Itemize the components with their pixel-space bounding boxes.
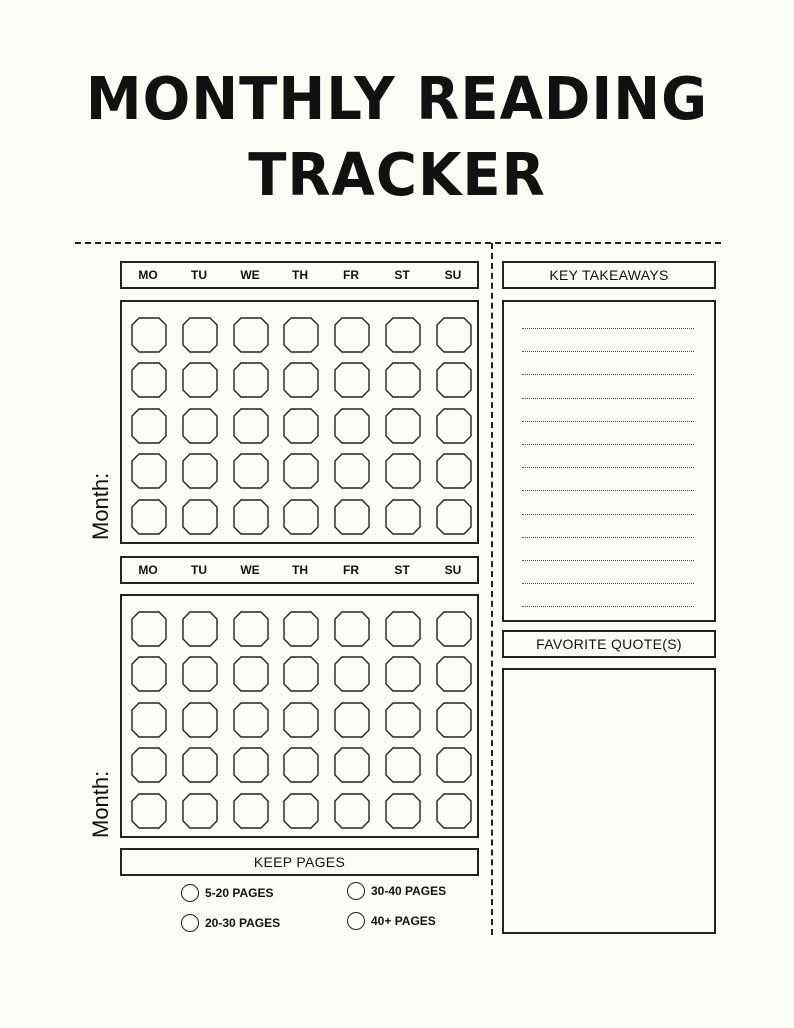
day-cell[interactable] (385, 362, 421, 398)
keep-pages-label: KEEP PAGES (253, 854, 346, 870)
favorite-quotes-box[interactable] (502, 668, 716, 934)
day-cell[interactable] (334, 747, 370, 783)
day-cell[interactable] (182, 702, 218, 738)
takeaway-line[interactable] (522, 514, 694, 515)
day-cell[interactable] (436, 408, 472, 444)
takeaway-line[interactable] (522, 490, 694, 491)
day-cell[interactable] (233, 793, 269, 829)
day-cell[interactable] (131, 702, 167, 738)
weekday-header-2 (120, 556, 479, 584)
day-cell[interactable] (182, 408, 218, 444)
day-cell[interactable] (131, 656, 167, 692)
weekday-label-th: TH (292, 268, 308, 282)
weekday-label-we: WE (240, 563, 260, 577)
day-cell[interactable] (334, 499, 370, 535)
day-cell[interactable] (334, 453, 370, 489)
day-cell[interactable] (334, 656, 370, 692)
day-cell[interactable] (436, 656, 472, 692)
day-cell[interactable] (283, 747, 319, 783)
day-cell[interactable] (283, 656, 319, 692)
day-cell[interactable] (182, 317, 218, 353)
day-cell[interactable] (436, 747, 472, 783)
weekday-label-su: SU (444, 268, 462, 282)
takeaway-line[interactable] (522, 583, 694, 584)
day-cell[interactable] (283, 408, 319, 444)
day-cell[interactable] (385, 453, 421, 489)
day-cell[interactable] (436, 702, 472, 738)
day-cell[interactable] (233, 499, 269, 535)
option-label: 5-20 PAGES (205, 886, 274, 900)
day-cell[interactable] (233, 656, 269, 692)
day-cell[interactable] (182, 747, 218, 783)
horizontal-dashed-divider (75, 242, 721, 244)
day-cell[interactable] (283, 793, 319, 829)
keep-pages-header (120, 848, 479, 876)
day-cell[interactable] (283, 702, 319, 738)
day-cell[interactable] (233, 747, 269, 783)
takeaway-line[interactable] (522, 374, 694, 375)
radio-circle-icon[interactable] (181, 914, 199, 932)
vertical-dashed-divider (491, 243, 493, 935)
page-title-line-2: TRACKER (248, 141, 546, 210)
day-cell[interactable] (334, 702, 370, 738)
takeaway-line[interactable] (522, 606, 694, 607)
key-takeaways-label: KEY TAKEAWAYS (549, 267, 669, 283)
day-cell[interactable] (283, 362, 319, 398)
day-cell[interactable] (436, 453, 472, 489)
day-cell[interactable] (385, 747, 421, 783)
day-cell[interactable] (233, 611, 269, 647)
day-cell[interactable] (334, 317, 370, 353)
day-cell[interactable] (182, 453, 218, 489)
day-cell[interactable] (436, 362, 472, 398)
day-cell[interactable] (182, 793, 218, 829)
day-cell[interactable] (233, 408, 269, 444)
day-cell[interactable] (131, 317, 167, 353)
radio-circle-icon[interactable] (347, 882, 365, 900)
day-cell[interactable] (385, 656, 421, 692)
day-cell[interactable] (334, 611, 370, 647)
day-cell[interactable] (182, 611, 218, 647)
option-40-plus-pages[interactable] (347, 912, 436, 930)
day-cell[interactable] (385, 702, 421, 738)
day-cell[interactable] (385, 499, 421, 535)
weekday-label-tu: TU (191, 563, 207, 577)
weekday-label-fr: FR (343, 268, 359, 282)
day-cell[interactable] (182, 656, 218, 692)
day-cell[interactable] (334, 793, 370, 829)
weekday-label-mo: MO (138, 268, 158, 282)
takeaway-line[interactable] (522, 398, 694, 399)
weekday-label-th: TH (292, 563, 308, 577)
day-cell[interactable] (182, 499, 218, 535)
option-20-30-pages[interactable] (181, 914, 280, 932)
day-cell[interactable] (283, 317, 319, 353)
weekday-header-1 (120, 261, 479, 289)
calendar-grid-2 (120, 594, 479, 838)
takeaway-line[interactable] (522, 560, 694, 561)
day-cell[interactable] (233, 702, 269, 738)
option-label: 30-40 PAGES (371, 884, 447, 898)
day-cell[interactable] (131, 362, 167, 398)
day-cell[interactable] (131, 793, 167, 829)
day-cell[interactable] (334, 408, 370, 444)
day-cell[interactable] (436, 793, 472, 829)
weekday-label-st: ST (394, 563, 410, 577)
day-cell[interactable] (131, 611, 167, 647)
key-takeaways-box[interactable] (502, 300, 716, 622)
weekday-label-we: WE (240, 268, 260, 282)
day-cell[interactable] (283, 453, 319, 489)
day-cell[interactable] (283, 499, 319, 535)
weekday-label-fr: FR (343, 563, 359, 577)
takeaway-line[interactable] (522, 421, 694, 422)
option-5-20-pages[interactable] (181, 884, 273, 902)
day-cell[interactable] (385, 611, 421, 647)
option-label: 40+ PAGES (371, 914, 436, 928)
day-cell[interactable] (385, 408, 421, 444)
option-label: 20-30 PAGES (205, 916, 281, 930)
day-cell[interactable] (233, 453, 269, 489)
weekday-label-tu: TU (191, 268, 207, 282)
favorite-quotes-label: FAVORITE QUOTE(S) (536, 636, 682, 652)
takeaway-line[interactable] (522, 351, 694, 352)
day-cell[interactable] (131, 408, 167, 444)
page-title-line-1: MONTHLY READING (85, 65, 709, 134)
day-cell[interactable] (436, 317, 472, 353)
day-cell[interactable] (334, 362, 370, 398)
radio-circle-icon[interactable] (181, 884, 199, 902)
day-cell[interactable] (436, 611, 472, 647)
weekday-label-su: SU (444, 563, 462, 577)
day-cell[interactable] (385, 793, 421, 829)
calendar-grid-1 (120, 300, 479, 544)
weekday-label-mo: MO (138, 563, 158, 577)
favorite-quotes-header (502, 630, 716, 658)
day-cell[interactable] (436, 499, 472, 535)
month-label-1: Month: (88, 472, 113, 540)
day-cell[interactable] (131, 453, 167, 489)
option-30-40-pages[interactable] (347, 882, 446, 900)
month-label-2: Month: (88, 770, 113, 838)
key-takeaways-header (502, 261, 716, 289)
day-cell[interactable] (233, 362, 269, 398)
day-cell[interactable] (385, 317, 421, 353)
day-cell[interactable] (131, 747, 167, 783)
takeaway-line[interactable] (522, 444, 694, 445)
takeaway-line[interactable] (522, 537, 694, 538)
radio-circle-icon[interactable] (347, 912, 365, 930)
takeaway-line[interactable] (522, 467, 694, 468)
takeaway-line[interactable] (522, 328, 694, 329)
day-cell[interactable] (131, 499, 167, 535)
day-cell[interactable] (283, 611, 319, 647)
weekday-label-st: ST (394, 268, 410, 282)
day-cell[interactable] (233, 317, 269, 353)
day-cell[interactable] (182, 362, 218, 398)
